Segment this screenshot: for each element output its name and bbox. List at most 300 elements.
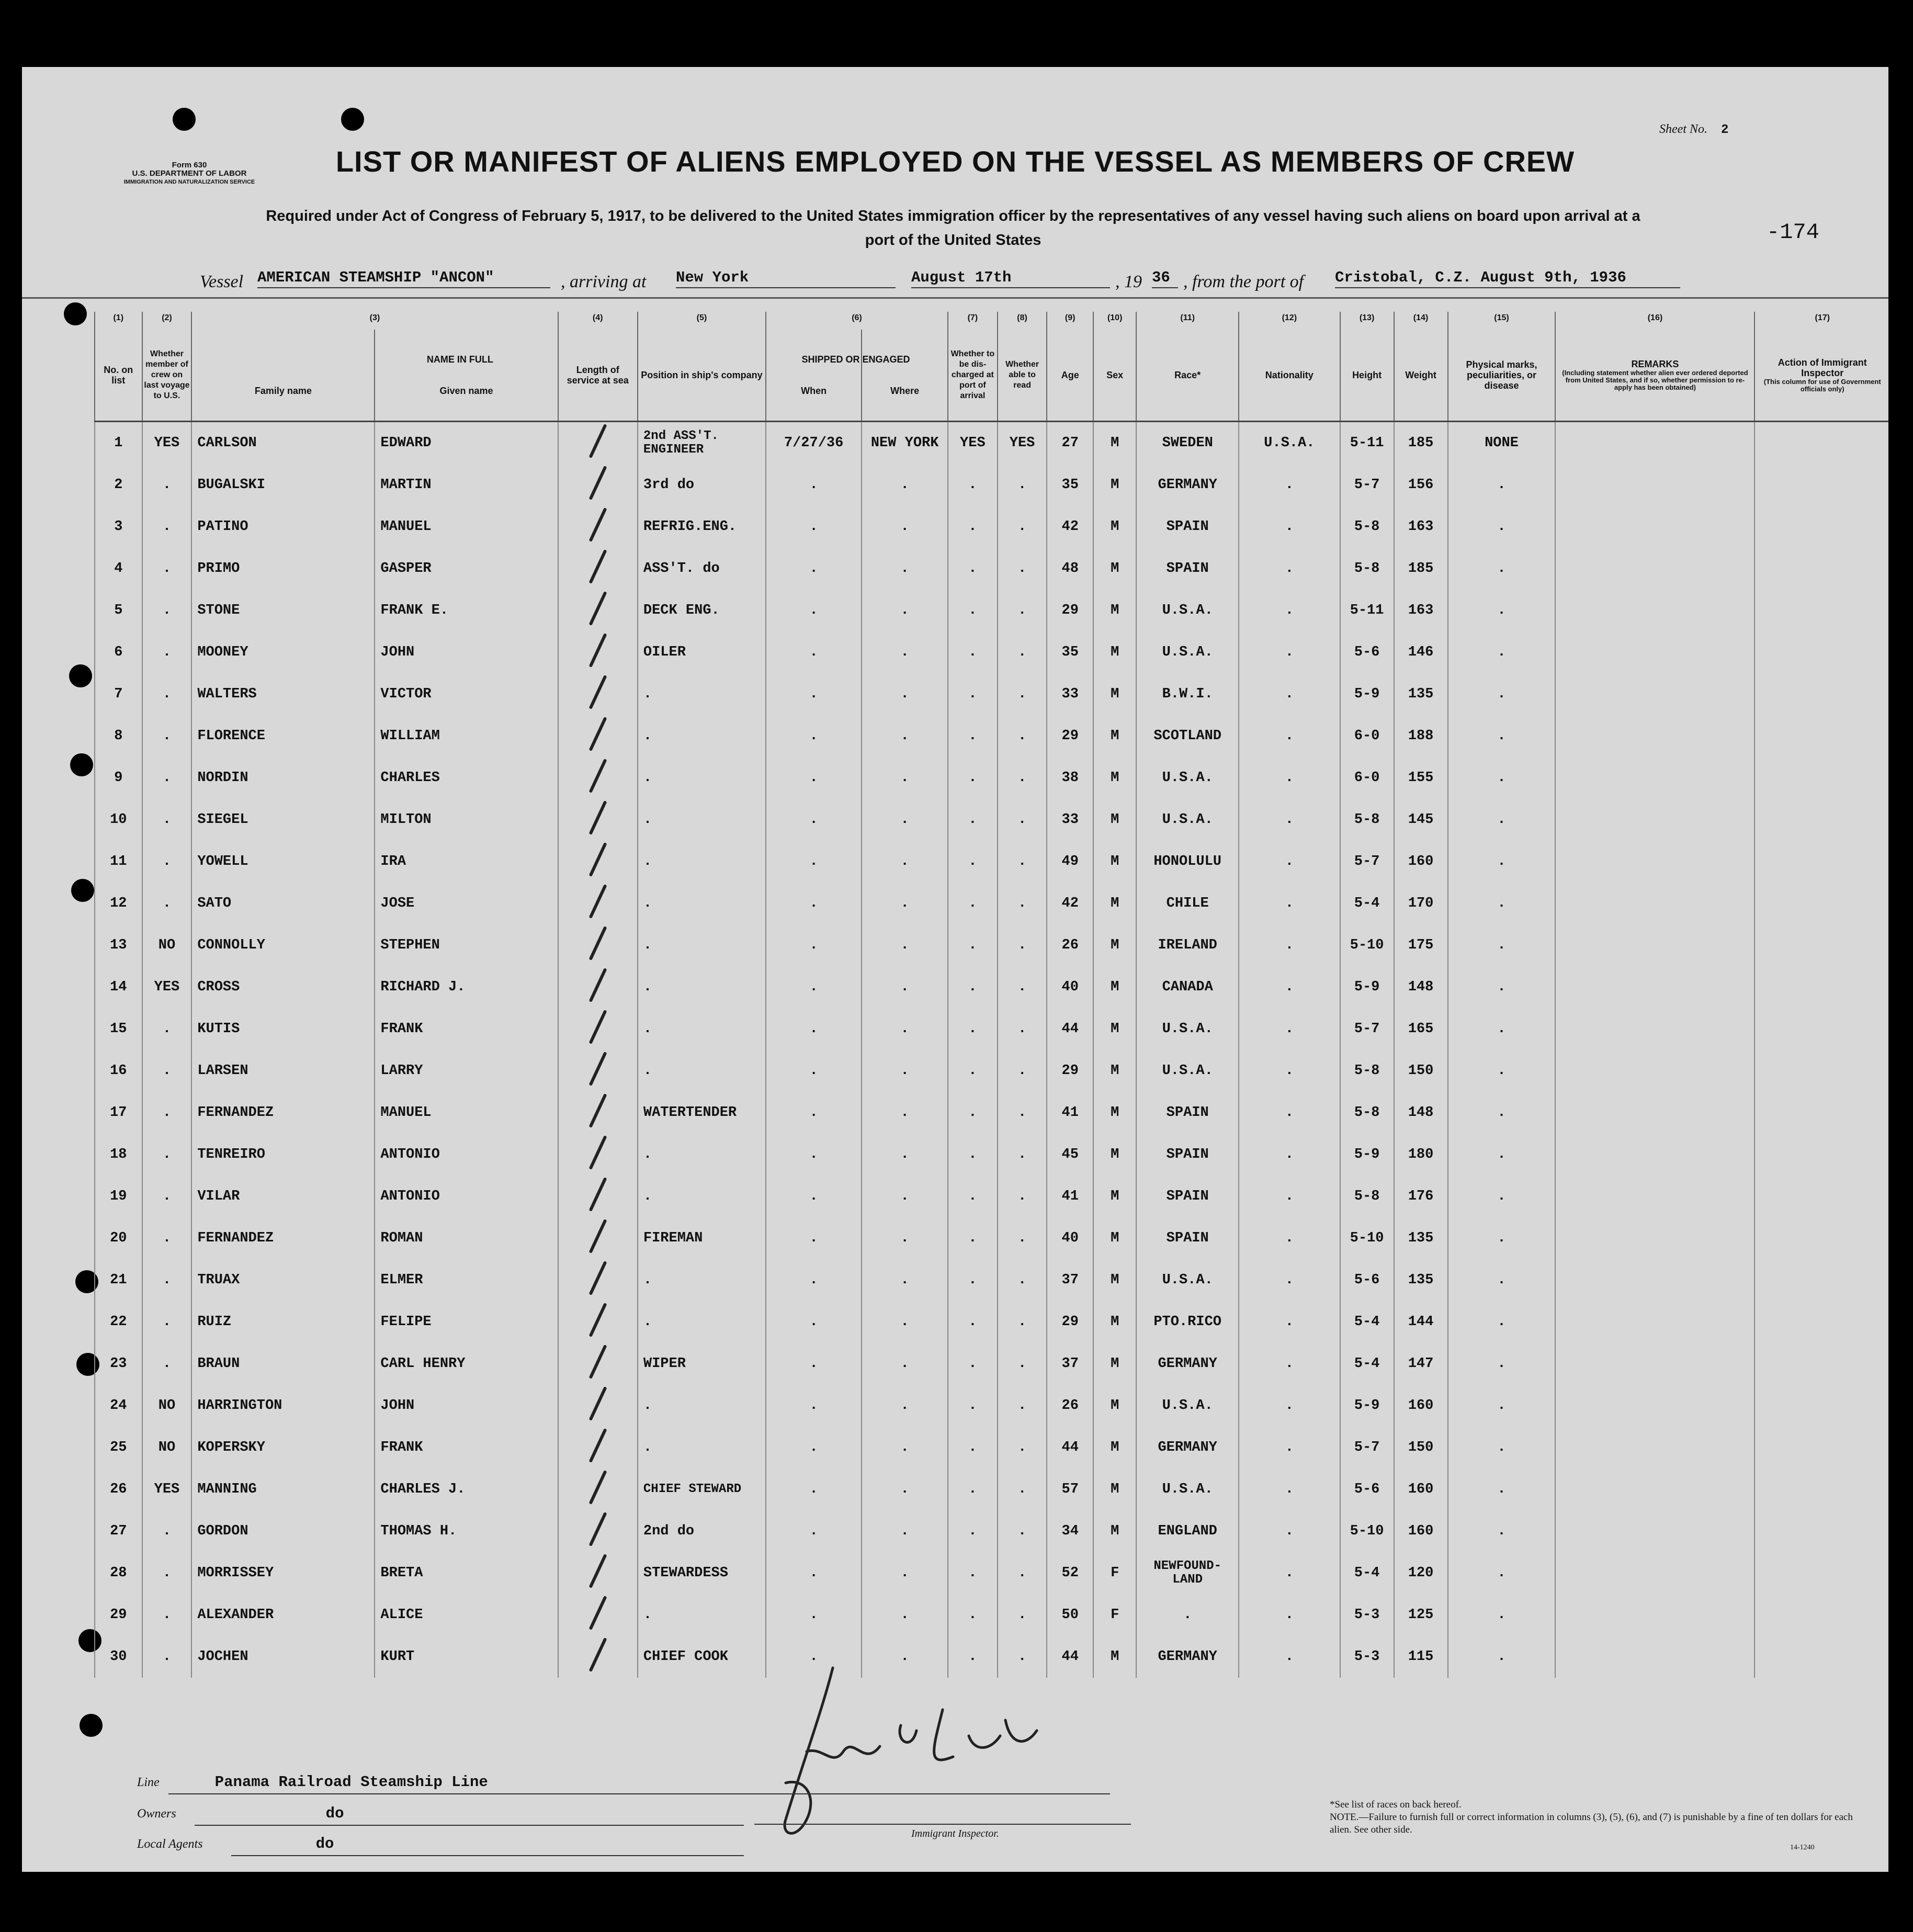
cell-discharged: . [948,966,998,1008]
cell-shipped-where: . [862,590,948,631]
cell-family-name: KUTIS [191,1008,375,1050]
cell-age: 34 [1047,1510,1093,1552]
cell-remarks [1555,1594,1754,1636]
manifest-sheet [22,67,1888,1872]
col-header-service: Length of service at sea [558,330,638,422]
cell-last-voyage: . [142,1552,192,1594]
cell-last-voyage: . [142,841,192,883]
cell-weight: 146 [1394,631,1448,673]
cell-given-name: CHARLES J. [375,1468,558,1510]
punch-hole [80,1714,103,1737]
cell-service-mark [558,1636,638,1678]
cell-inspector-action [1754,883,1888,924]
cell-nationality: . [1239,841,1340,883]
cell-row-number: 18 [95,1134,142,1176]
cell-shipped-where: . [862,1259,948,1301]
cell-family-name: HARRINGTON [191,1385,375,1427]
cell-family-name: RUIZ [191,1301,375,1343]
cell-family-name: MORRISSEY [191,1552,375,1594]
cell-discharged: . [948,1301,998,1343]
cell-discharged: . [948,1259,998,1301]
cell-age: 35 [1047,631,1093,673]
cell-age: 42 [1047,883,1093,924]
footnote-races: *See list of races on back hereof. [1330,1799,1462,1810]
cell-inspector-action [1754,1134,1888,1176]
cell-sex: M [1093,1134,1136,1176]
cell-age: 50 [1047,1594,1093,1636]
col-header-where [862,330,948,422]
cell-remarks [1555,841,1754,883]
cell-nationality: . [1239,590,1340,631]
cell-given-name: STEPHEN [375,924,558,966]
check-mark [588,1052,607,1086]
cell-able-to-read: . [998,1301,1047,1343]
cell-service-mark [558,590,638,631]
cell-race: U.S.A. [1136,1385,1239,1427]
check-mark [588,1512,607,1546]
cell-remarks [1555,1217,1754,1259]
cell-given-name: MILTON [375,799,558,841]
table-row [95,673,1888,715]
check-mark [588,675,607,709]
cell-age: 26 [1047,924,1093,966]
col-header-no: No. on list [95,330,142,422]
cell-remarks [1555,1427,1754,1468]
cell-last-voyage: NO [142,1427,192,1468]
cell-shipped-when: . [766,1134,862,1176]
cell-position: . [638,924,766,966]
cell-weight: 175 [1394,924,1448,966]
cell-weight: 163 [1394,590,1448,631]
cell-family-name: WALTERS [191,673,375,715]
cell-able-to-read: . [998,1050,1047,1092]
cell-physical-marks: . [1448,1552,1556,1594]
cell-shipped-when: . [766,1092,862,1134]
cell-sex: M [1093,1385,1136,1427]
cell-shipped-when: . [766,1008,862,1050]
cell-physical-marks: NONE [1448,422,1556,465]
cell-discharged: . [948,1008,998,1050]
cell-race: U.S.A. [1136,799,1239,841]
cell-age: 44 [1047,1636,1093,1678]
cell-position: . [638,757,766,799]
cell-age: 49 [1047,841,1093,883]
cell-sex: M [1093,1636,1136,1678]
cell-service-mark [558,1385,638,1427]
cell-inspector-action [1754,590,1888,631]
table-row [95,1343,1888,1385]
cell-shipped-where: . [862,1008,948,1050]
cell-weight: 155 [1394,757,1448,799]
cell-weight: 150 [1394,1050,1448,1092]
cell-weight: 185 [1394,548,1448,590]
cell-discharged: . [948,715,998,757]
col-num: (3) [191,312,558,330]
cell-discharged: . [948,799,998,841]
cell-discharged: . [948,1427,998,1468]
cell-shipped-where: . [862,1050,948,1092]
cell-race: U.S.A. [1136,757,1239,799]
table-row [95,1301,1888,1343]
cell-family-name: FERNANDEZ [191,1092,375,1134]
cell-given-name: WILLIAM [375,715,558,757]
cell-nationality: . [1239,673,1340,715]
cell-race: SWEDEN [1136,422,1239,465]
cell-shipped-when: . [766,1427,862,1468]
cell-height: 5-7 [1340,841,1394,883]
cell-shipped-when: . [766,799,862,841]
cell-shipped-where: . [862,1427,948,1468]
cell-sex: M [1093,548,1136,590]
cell-service-mark [558,1468,638,1510]
cell-age: 41 [1047,1176,1093,1217]
cell-family-name: GORDON [191,1510,375,1552]
col-header-last-voyage: Whether member of crew on last voyage to U.S. [142,330,192,422]
cell-position: REFRIG.ENG. [638,506,766,548]
cell-service-mark [558,715,638,757]
cell-race: U.S.A. [1136,631,1239,673]
cell-last-voyage: . [142,590,192,631]
cell-row-number: 13 [95,924,142,966]
cell-remarks [1555,1008,1754,1050]
cell-height: 5-4 [1340,1343,1394,1385]
cell-inspector-action [1754,1636,1888,1678]
footnote-penalty: NOTE.—Failure to furnish full or correct information in columns (3), (5), (6), and (7) is punishable by a fine of ten dollars for each alien. See other side. [1330,1812,1853,1835]
cell-nationality: . [1239,1008,1340,1050]
cell-shipped-when: . [766,464,862,506]
footer-line [137,1773,488,1791]
col-header-sex: Sex [1093,330,1136,422]
cell-discharged: . [948,590,998,631]
cell-race: . [1136,1594,1239,1636]
cell-physical-marks: . [1448,1343,1556,1385]
table-row [95,1217,1888,1259]
cell-shipped-where: . [862,1176,948,1217]
cell-physical-marks: . [1448,1050,1556,1092]
table-row [95,1510,1888,1552]
cell-height: 6-0 [1340,715,1394,757]
cell-last-voyage: . [142,631,192,673]
cell-family-name: KOPERSKY [191,1427,375,1468]
cell-given-name: CHARLES [375,757,558,799]
punch-hole [70,753,93,776]
cell-inspector-action [1754,757,1888,799]
cell-inspector-action [1754,966,1888,1008]
cell-inspector-action [1754,548,1888,590]
cell-service-mark [558,924,638,966]
cell-remarks [1555,1050,1754,1092]
owners-value: do [325,1805,344,1822]
cell-remarks [1555,422,1754,465]
when-label: When [801,386,827,396]
cell-family-name: MANNING [191,1468,375,1510]
cell-position: . [638,883,766,924]
cell-last-voyage: . [142,1134,192,1176]
cell-shipped-where: . [862,1343,948,1385]
cell-age: 29 [1047,1050,1093,1092]
check-mark [588,424,607,458]
cell-service-mark [558,673,638,715]
cell-able-to-read: . [998,1259,1047,1301]
cell-age: 27 [1047,422,1093,465]
check-mark [588,968,607,1002]
cell-weight: 180 [1394,1134,1448,1176]
cell-family-name: FERNANDEZ [191,1217,375,1259]
col-num: (11) [1136,312,1239,330]
cell-family-name: SATO [191,883,375,924]
cell-nationality: . [1239,1176,1340,1217]
cell-family-name: MOONEY [191,631,375,673]
cell-service-mark [558,757,638,799]
cell-age: 57 [1047,1468,1093,1510]
cell-inspector-action [1754,715,1888,757]
col-header-remarks [1555,330,1754,422]
punch-hole [173,108,196,131]
cell-height: 5-4 [1340,1301,1394,1343]
cell-given-name: EDWARD [375,422,558,465]
cell-age: 42 [1047,506,1093,548]
cell-able-to-read: . [998,1217,1047,1259]
cell-height: 5-7 [1340,464,1394,506]
cell-given-name: ANTONIO [375,1176,558,1217]
cell-weight: 148 [1394,966,1448,1008]
inspector-signature-line [754,1824,1131,1825]
cell-race: CHILE [1136,883,1239,924]
vessel-value: AMERICAN STEAMSHIP "ANCON" [257,269,550,288]
cell-weight: 115 [1394,1636,1448,1678]
cell-physical-marks: . [1448,757,1556,799]
cell-nationality: . [1239,1427,1340,1468]
cell-row-number: 4 [95,548,142,590]
cell-physical-marks: . [1448,1594,1556,1636]
cell-height: 5-8 [1340,506,1394,548]
cell-discharged: . [948,1134,998,1176]
form-number: Form 630 [172,161,207,170]
footer-owners [137,1805,344,1822]
cell-service-mark [558,1176,638,1217]
col-header-physical-marks: Physical marks, peculiarities, or disease [1448,330,1556,422]
inspector-label: Immigrant Inspector. [911,1828,999,1839]
cell-physical-marks: . [1448,590,1556,631]
arriving-value: New York [676,269,896,288]
cell-inspector-action [1754,924,1888,966]
cell-race: SPAIN [1136,1092,1239,1134]
col-num: (16) [1555,312,1754,330]
cell-service-mark [558,506,638,548]
given-name-label: Given name [439,386,493,396]
cell-given-name: FELIPE [375,1301,558,1343]
cell-last-voyage: . [142,1092,192,1134]
cell-age: 33 [1047,673,1093,715]
check-mark [588,1135,607,1170]
cell-remarks [1555,1092,1754,1134]
cell-sex: M [1093,1427,1136,1468]
cell-height: 5-4 [1340,1552,1394,1594]
cell-able-to-read: . [998,673,1047,715]
cell-shipped-where: . [862,799,948,841]
cell-row-number: 16 [95,1050,142,1092]
cell-family-name: BUGALSKI [191,464,375,506]
cell-shipped-when: . [766,1301,862,1343]
cell-inspector-action [1754,1594,1888,1636]
cell-age: 41 [1047,1092,1093,1134]
port-label: , from the port of [1183,272,1304,291]
cell-sex: M [1093,1343,1136,1385]
cell-age: 26 [1047,1385,1093,1427]
cell-weight: 165 [1394,1008,1448,1050]
cell-position: . [638,799,766,841]
cell-given-name: FRANK [375,1008,558,1050]
cell-shipped-where: . [862,966,948,1008]
cell-inspector-action [1754,1092,1888,1134]
cell-shipped-when: . [766,1468,862,1510]
cell-physical-marks: . [1448,506,1556,548]
cell-able-to-read: YES [998,422,1047,465]
cell-age: 37 [1047,1343,1093,1385]
cell-physical-marks: . [1448,1510,1556,1552]
cell-discharged: . [948,1050,998,1092]
cell-given-name: RICHARD J. [375,966,558,1008]
cell-family-name: LARSEN [191,1050,375,1092]
cell-discharged: . [948,673,998,715]
cell-row-number: 11 [95,841,142,883]
cell-discharged: . [948,1468,998,1510]
page-subtitle [116,204,1790,252]
cell-inspector-action [1754,1176,1888,1217]
form-code: 14-1240 [1790,1844,1815,1851]
cell-discharged: . [948,1385,998,1427]
cell-race: SPAIN [1136,1134,1239,1176]
cell-last-voyage: . [142,1176,192,1217]
cell-sex: M [1093,673,1136,715]
cell-service-mark [558,631,638,673]
cell-age: 48 [1047,548,1093,590]
cell-row-number: 23 [95,1343,142,1385]
cell-position: . [638,715,766,757]
cell-race: U.S.A. [1136,590,1239,631]
subtitle-line-1: Required under Act of Congress of February 5, 1917, to be delivered to the United States immigration officer by the representatives of any vessel having such aliens on board upon arrival at a [266,208,1640,224]
year-value: 36 [1152,269,1178,288]
cell-shipped-where: . [862,1552,948,1594]
cell-position: CHIEF COOK [638,1636,766,1678]
cell-weight: 125 [1394,1594,1448,1636]
punch-hole [64,302,87,325]
cell-row-number: 28 [95,1552,142,1594]
cell-age: 38 [1047,757,1093,799]
cell-weight: 135 [1394,673,1448,715]
cell-remarks [1555,548,1754,590]
cell-last-voyage: . [142,1510,192,1552]
cell-age: 33 [1047,799,1093,841]
col-num: (13) [1340,312,1394,330]
cell-shipped-where: . [862,715,948,757]
cell-race: GERMANY [1136,464,1239,506]
cell-service-mark [558,1050,638,1092]
cell-service-mark [558,548,638,590]
cell-sex: F [1093,1594,1136,1636]
cell-physical-marks: . [1448,1092,1556,1134]
cell-sex: M [1093,1468,1136,1510]
cell-able-to-read: . [998,966,1047,1008]
cell-discharged: . [948,1636,998,1678]
cell-nationality: . [1239,548,1340,590]
cell-inspector-action [1754,1510,1888,1552]
cell-able-to-read: . [998,506,1047,548]
col-num: (5) [638,312,766,330]
cell-able-to-read: . [998,1552,1047,1594]
cell-sex: M [1093,715,1136,757]
cell-shipped-when: . [766,1385,862,1427]
cell-family-name: PRIMO [191,548,375,590]
cell-age: 29 [1047,590,1093,631]
cell-nationality: . [1239,1343,1340,1385]
department-name: U.S. DEPARTMENT OF LABOR [132,169,247,178]
cell-last-voyage: YES [142,1468,192,1510]
cell-last-voyage: . [142,757,192,799]
cell-shipped-where: . [862,1510,948,1552]
cell-weight: 176 [1394,1176,1448,1217]
cell-remarks [1555,924,1754,966]
cell-height: 6-0 [1340,757,1394,799]
table-row [95,715,1888,757]
check-mark [588,507,607,542]
cell-shipped-when: . [766,924,862,966]
cell-weight: 160 [1394,1510,1448,1552]
cell-able-to-read: . [998,1134,1047,1176]
cell-family-name: SIEGEL [191,799,375,841]
cell-shipped-when: . [766,757,862,799]
table-row [95,1427,1888,1468]
cell-row-number: 29 [95,1594,142,1636]
cell-last-voyage: . [142,673,192,715]
cell-nationality: . [1239,757,1340,799]
vessel-label: Vessel [200,272,244,291]
cell-remarks [1555,506,1754,548]
cell-race: IRELAND [1136,924,1239,966]
cell-remarks [1555,757,1754,799]
cell-weight: 160 [1394,1385,1448,1427]
cell-given-name: ANTONIO [375,1134,558,1176]
action-sub: (This column for use of Government officials only) [1763,378,1881,393]
cell-shipped-when: . [766,590,862,631]
cell-nationality: . [1239,1301,1340,1343]
cell-service-mark [558,1008,638,1050]
cell-service-mark [558,883,638,924]
col-header-position: Position in ship's company [638,330,766,422]
agents-label: Local Agents [137,1837,203,1851]
cell-weight: 147 [1394,1343,1448,1385]
check-mark [588,842,607,877]
cell-discharged: . [948,548,998,590]
table-row [95,1552,1888,1594]
cell-age: 35 [1047,464,1093,506]
cell-position: CHIEF STEWARD [638,1468,766,1510]
cell-physical-marks: . [1448,1134,1556,1176]
cell-row-number: 9 [95,757,142,799]
cell-given-name: LARRY [375,1050,558,1092]
cell-inspector-action [1754,422,1888,465]
cell-race: SPAIN [1136,1176,1239,1217]
cell-nationality: . [1239,464,1340,506]
cell-position: 3rd do [638,464,766,506]
cell-age: 44 [1047,1008,1093,1050]
cell-weight: 135 [1394,1259,1448,1301]
subtitle-line-2: port of the United States [865,232,1042,248]
table-row [95,590,1888,631]
cell-nationality: . [1239,883,1340,924]
cell-discharged: YES [948,422,998,465]
cell-remarks [1555,1468,1754,1510]
